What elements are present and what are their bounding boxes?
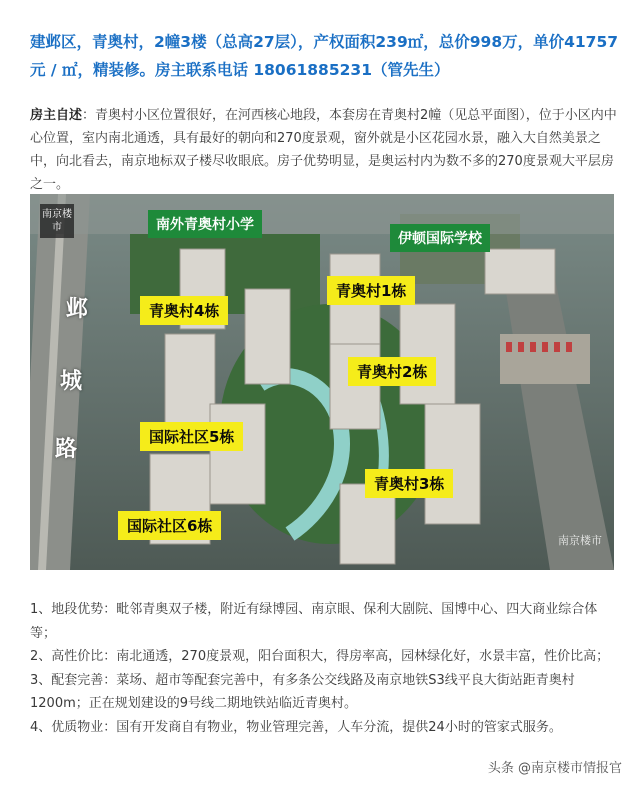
label-building-4: 青奥村4栋	[140, 296, 228, 325]
advantages-list	[30, 598, 622, 739]
headline: 建邺区，青奥村，2幢3楼（总高27层），产权面积239㎡，总价998万，单价41757元 / ㎡，精装修。房主联系电话 18061885231（管先生）	[30, 33, 619, 79]
advantage-item: 3、配套完善：菜场、超市等配套完善中，有多条公交线路及南京地铁S3线平良大街站距青奥村1200m；正在规划建设的9号线二期地铁站临近青奥村。	[30, 672, 575, 711]
owner-statement	[30, 104, 618, 196]
label-building-5: 国际社区5栋	[140, 422, 243, 451]
label-building-6: 国际社区6栋	[118, 511, 221, 540]
road-label-char: 邺	[66, 297, 89, 322]
advantage-item: 2、高性价比：南北通透，270度景观，阳台面积大，得房率高，园林绿化好，水景丰富，性价比高；	[30, 649, 610, 664]
nanjing-loushi-logo: 南京楼市	[40, 204, 74, 238]
advantage-item: 4、优质物业：国有开发商自有物业，物业管理完善，人车分流，提供24小时的管家式服务。	[30, 719, 562, 735]
owner-statement-label: 房主自述	[30, 108, 83, 123]
photo-watermark: 南京楼市	[558, 534, 602, 547]
label-building-2: 青奥村2栋	[348, 357, 436, 386]
label-eton-international-school: 伊顿国际学校	[390, 224, 490, 252]
road-label-char: 城	[60, 369, 83, 394]
label-nanwai-primary-school: 南外青奥村小学	[148, 210, 262, 238]
source-watermark: 头条 @南京楼市情报官	[484, 755, 626, 778]
owner-statement-text: ：青奥村小区位置很好，在河西核心地段，本套房在青奥村2幢（见总平面图），位于小区内中心位置，室内南北通透，具有最好的朝向和270度景观，窗外就是小区花园水景，融入大自然美景之中，向北看去，南京地标双子楼尽收眼底。房子优势明显，是奥运村内为数不多的270度景观大平层房之一。	[30, 108, 617, 192]
label-building-3: 青奥村3栋	[365, 469, 453, 498]
advantage-item: 1、地段优势：毗邻青奥双子楼，附近有绿博园、南京眼、保利大剧院、国博中心、四大商业综合体等；	[30, 602, 598, 641]
label-building-1: 青奥村1栋	[327, 276, 415, 305]
road-label-char: 路	[55, 437, 78, 462]
aerial-photo	[30, 194, 614, 570]
